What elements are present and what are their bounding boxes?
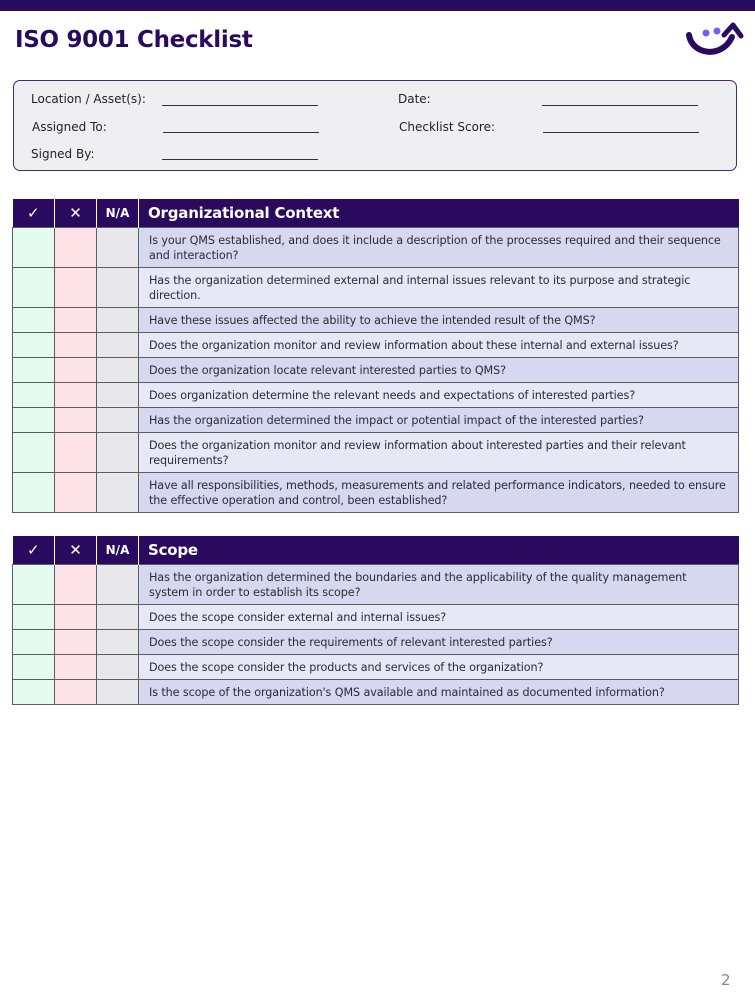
- yes-checkbox[interactable]: [13, 565, 55, 605]
- question-text: Does the scope consider the products and services of the organization?: [139, 655, 739, 680]
- yes-column-header: ✓: [13, 199, 55, 228]
- date-label: Date:: [398, 92, 431, 106]
- no-checkbox[interactable]: [55, 333, 97, 358]
- yes-checkbox[interactable]: [13, 228, 55, 268]
- no-checkbox[interactable]: [55, 383, 97, 408]
- no-checkbox[interactable]: [55, 565, 97, 605]
- question-text: Does the organization monitor and review information about interested parties and their relevant requirements?: [139, 433, 739, 473]
- na-checkbox[interactable]: [97, 605, 139, 630]
- na-checkbox[interactable]: [97, 680, 139, 705]
- no-column-header: ✕: [55, 536, 97, 565]
- question-text: Does the organization locate relevant interested parties to QMS?: [139, 358, 739, 383]
- yes-checkbox[interactable]: [13, 308, 55, 333]
- assigned-to-label: Assigned To:: [32, 120, 107, 134]
- checklist-row: [13, 473, 739, 513]
- checklist-row: [13, 358, 739, 383]
- section-table-scope: [12, 536, 739, 705]
- checklist-row: [13, 333, 739, 358]
- no-checkbox[interactable]: [55, 408, 97, 433]
- signed-by-label: Signed By:: [31, 147, 95, 161]
- no-checkbox[interactable]: [55, 473, 97, 513]
- section-title: Organizational Context: [139, 199, 739, 228]
- question-text: Has the organization determined external and internal issues relevant to its purpose and strategic direction.: [139, 268, 739, 308]
- yes-checkbox[interactable]: [13, 433, 55, 473]
- checklist-row: [13, 630, 739, 655]
- yes-checkbox[interactable]: [13, 630, 55, 655]
- no-checkbox[interactable]: [55, 605, 97, 630]
- page-number: 2: [721, 971, 731, 989]
- yes-checkbox[interactable]: [13, 408, 55, 433]
- section-title: Scope: [139, 536, 739, 565]
- yes-checkbox[interactable]: [13, 605, 55, 630]
- checklist-row: [13, 565, 739, 605]
- question-text: Have these issues affected the ability to achieve the intended result of the QMS?: [139, 308, 739, 333]
- checklist-row: [13, 383, 739, 408]
- page-title: ISO 9001 Checklist: [15, 27, 253, 53]
- yes-column-header: ✓: [13, 536, 55, 565]
- yes-checkbox[interactable]: [13, 333, 55, 358]
- no-column-header: ✕: [55, 199, 97, 228]
- checklist-row: [13, 408, 739, 433]
- checklist-row: [13, 308, 739, 333]
- yes-checkbox[interactable]: [13, 680, 55, 705]
- question-text: Does organization determine the relevant needs and expectations of interested parties?: [139, 383, 739, 408]
- question-text: Does the scope consider the requirements of relevant interested parties?: [139, 630, 739, 655]
- question-text: Has the organization determined the impact or potential impact of the interested parties?: [139, 408, 739, 433]
- question-text: Does the organization monitor and review information about these internal and external issues?: [139, 333, 739, 358]
- no-checkbox[interactable]: [55, 655, 97, 680]
- checklist-row: [13, 228, 739, 268]
- no-checkbox[interactable]: [55, 358, 97, 383]
- checklist-info-box: [13, 80, 737, 171]
- location-label: Location / Asset(s):: [31, 92, 146, 106]
- no-checkbox[interactable]: [55, 630, 97, 655]
- date-field[interactable]: [542, 105, 698, 106]
- na-checkbox[interactable]: [97, 565, 139, 605]
- na-checkbox[interactable]: [97, 268, 139, 308]
- na-checkbox[interactable]: [97, 473, 139, 513]
- checklist-row: [13, 268, 739, 308]
- na-checkbox[interactable]: [97, 333, 139, 358]
- no-checkbox[interactable]: [55, 228, 97, 268]
- assigned-to-field[interactable]: [163, 132, 319, 133]
- na-column-header: N/A: [97, 536, 139, 565]
- yes-checkbox[interactable]: [13, 268, 55, 308]
- checklist-row: [13, 433, 739, 473]
- checklist-score-field[interactable]: [543, 132, 699, 133]
- na-checkbox[interactable]: [97, 358, 139, 383]
- no-checkbox[interactable]: [55, 433, 97, 473]
- checklist-row: [13, 655, 739, 680]
- top-banner: [0, 0, 755, 11]
- question-text: Does the scope consider external and internal issues?: [139, 605, 739, 630]
- question-text: Is the scope of the organization's QMS available and maintained as documented information?: [139, 680, 739, 705]
- section-table-organizational-context: [12, 199, 739, 513]
- yes-checkbox[interactable]: [13, 383, 55, 408]
- na-checkbox[interactable]: [97, 408, 139, 433]
- na-checkbox[interactable]: [97, 228, 139, 268]
- na-checkbox[interactable]: [97, 308, 139, 333]
- checklist-row: [13, 605, 739, 630]
- section-header-row: [13, 536, 739, 565]
- signed-by-field[interactable]: [162, 159, 318, 160]
- location-field[interactable]: [162, 105, 318, 106]
- na-checkbox[interactable]: [97, 655, 139, 680]
- na-checkbox[interactable]: [97, 433, 139, 473]
- na-column-header: N/A: [97, 199, 139, 228]
- yes-checkbox[interactable]: [13, 358, 55, 383]
- smile-arrow-logo-icon: [684, 21, 744, 59]
- question-text: Have all responsibilities, methods, measurements and related performance indicators, needed to ensure the effective operation and control, been established?: [139, 473, 739, 513]
- na-checkbox[interactable]: [97, 630, 139, 655]
- yes-checkbox[interactable]: [13, 655, 55, 680]
- question-text: Is your QMS established, and does it include a description of the processes required and their sequence and interaction?: [139, 228, 739, 268]
- checklist-score-label: Checklist Score:: [399, 120, 496, 134]
- question-text: Has the organization determined the boundaries and the applicability of the quality management system in order to establish its scope?: [139, 565, 739, 605]
- section-header-row: [13, 199, 739, 228]
- na-checkbox[interactable]: [97, 383, 139, 408]
- no-checkbox[interactable]: [55, 268, 97, 308]
- yes-checkbox[interactable]: [13, 473, 55, 513]
- no-checkbox[interactable]: [55, 680, 97, 705]
- no-checkbox[interactable]: [55, 308, 97, 333]
- checklist-row: [13, 680, 739, 705]
